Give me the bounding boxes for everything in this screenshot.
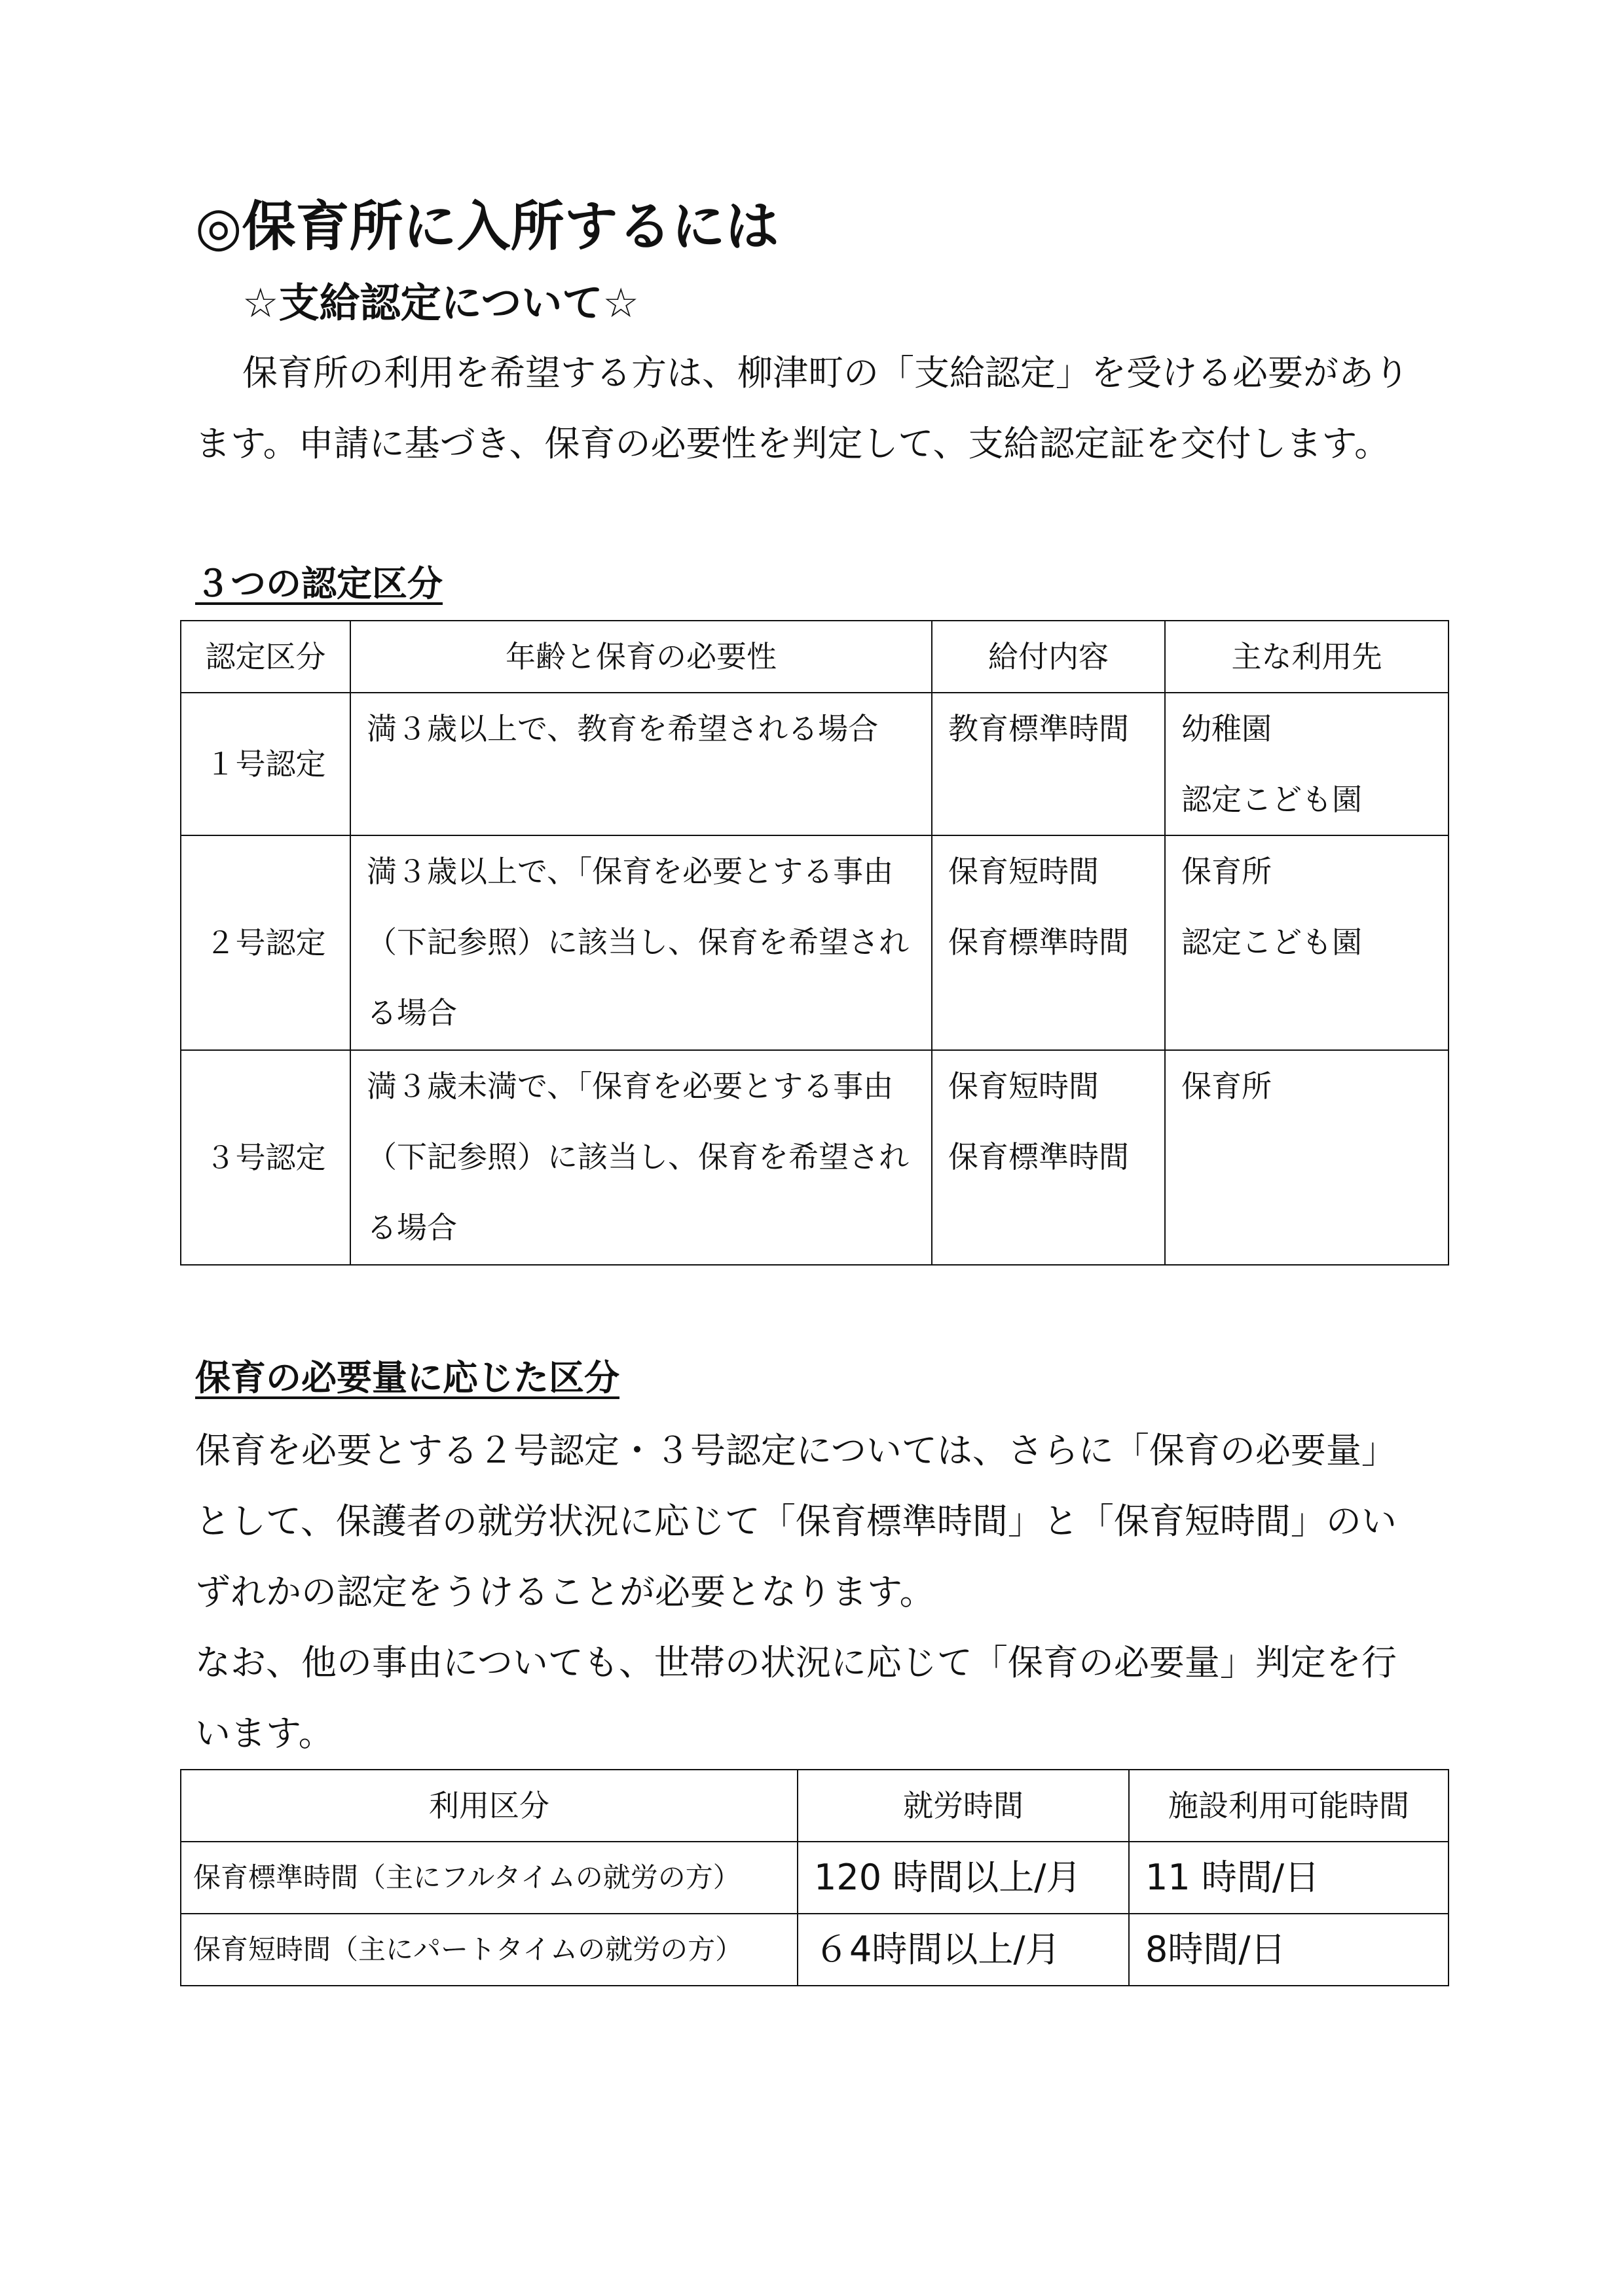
cell-need	[350, 693, 932, 835]
certification-table	[180, 620, 1449, 1266]
page-title: ◎保育所に入所するには	[195, 196, 779, 258]
cell-text: 幼稚園	[1181, 711, 1272, 746]
cell-text: 教育標準時間	[948, 711, 1129, 746]
cell-text: 保育短時間	[948, 854, 1099, 889]
cell-available-hours: 11 時間/日	[1129, 1842, 1449, 1914]
amount-line: として、保護者の就労状況に応じて「保育標準時間」と「保育短時間」のい	[195, 1501, 1397, 1542]
cell-work-hours: ６4時間以上/月	[798, 1914, 1129, 1986]
table-row	[181, 835, 1449, 1050]
cell-need	[350, 1050, 932, 1265]
table-row	[181, 1914, 1449, 1986]
intro-line: ます。申請に基づき、保育の必要性を判定して、支給認定証を交付します。	[195, 423, 1390, 464]
column-header: 年齢と保育の必要性	[350, 621, 932, 693]
cell-category: 保育標準時間（主にフルタイムの就労の方）	[181, 1842, 798, 1914]
cell-text: る場合	[367, 1210, 457, 1245]
cell-text: 保育短時間	[948, 1068, 1099, 1104]
section-heading-certification: ３つの認定区分	[195, 563, 443, 604]
table-row	[181, 1050, 1449, 1265]
table-row	[181, 693, 1449, 835]
amount-line: います。	[195, 1713, 334, 1754]
cell-facility	[1165, 835, 1449, 1050]
column-header: 就労時間	[798, 1770, 1129, 1842]
cell-need	[350, 835, 932, 1050]
cell-text: 満３歳未満で、「保育を必要とする事由	[367, 1068, 894, 1104]
cell-category: 保育短時間（主にパートタイムの就労の方）	[181, 1914, 798, 1986]
intro-paragraph	[195, 338, 1439, 479]
cell-facility	[1165, 693, 1449, 835]
usage-table	[180, 1769, 1449, 1986]
column-header: 給付内容	[932, 621, 1165, 693]
cell-text: 認定こども園	[1181, 782, 1362, 817]
cell-kubun: ２号認定	[181, 835, 350, 1050]
cell-text: る場合	[367, 995, 457, 1030]
table-header-row	[181, 621, 1449, 693]
page-subtitle: ☆支給認定について☆	[242, 279, 639, 327]
amount-line: ずれかの認定をうけることが必要となります。	[195, 1571, 935, 1613]
cell-kubun: １号認定	[181, 693, 350, 835]
cell-text: 満３歳以上で、「保育を必要とする事由	[367, 854, 894, 889]
cell-text: 保育標準時間	[948, 924, 1129, 960]
amount-line: 保育を必要とする２号認定・３号認定については、さらに「保育の必要量」	[195, 1430, 1397, 1471]
cell-benefit	[932, 835, 1165, 1050]
cell-text: 保育標準時間	[948, 1139, 1129, 1175]
cell-available-hours: 8時間/日	[1129, 1914, 1449, 1986]
cell-benefit	[932, 1050, 1165, 1265]
column-header: 利用区分	[181, 1770, 798, 1842]
table-header-row	[181, 1770, 1449, 1842]
cell-text: 保育所	[1181, 1068, 1272, 1104]
section-heading-amount: 保育の必要量に応じた区分	[195, 1357, 619, 1398]
cell-kubun: ３号認定	[181, 1050, 350, 1265]
cell-text: 保育所	[1181, 854, 1272, 889]
cell-text: 満３歳以上で、教育を希望される場合	[367, 711, 879, 746]
column-header: 主な利用先	[1165, 621, 1449, 693]
table-row	[181, 1842, 1449, 1914]
amount-paragraph	[195, 1415, 1439, 1769]
cell-benefit	[932, 693, 1165, 835]
cell-work-hours: 120 時間以上/月	[798, 1842, 1129, 1914]
cell-text: 認定こども園	[1181, 924, 1362, 960]
cell-text: （下記参照）に該当し、保育を希望され	[367, 924, 909, 960]
cell-facility	[1165, 1050, 1449, 1265]
column-header: 認定区分	[181, 621, 350, 693]
amount-line: なお、他の事由についても、世帯の状況に応じて「保育の必要量」判定を行	[195, 1642, 1397, 1683]
intro-line: 保育所の利用を希望する方は、柳津町の「支給認定」を受ける必要があり	[242, 352, 1409, 393]
column-header: 施設利用可能時間	[1129, 1770, 1449, 1842]
cell-text: （下記参照）に該当し、保育を希望され	[367, 1139, 909, 1175]
